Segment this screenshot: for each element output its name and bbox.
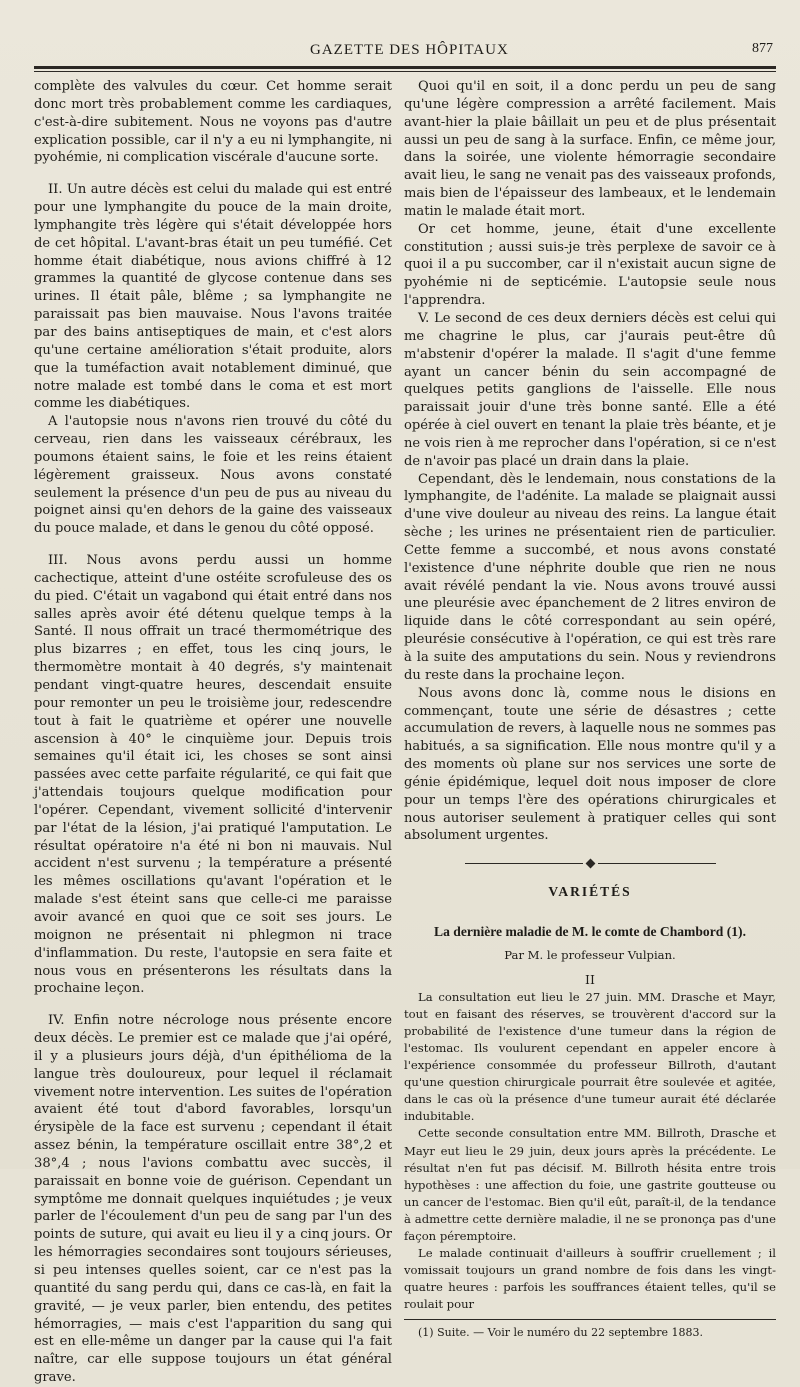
- article-title: La dernière maladie de M. le comte de Chambord (1).: [434, 924, 746, 940]
- footnote: (1) Suite. — Voir le numéro du 22 septembre 1883.: [418, 1326, 703, 1340]
- paragraph: Nous avons donc là, comme nous le disions en commençant, toute une série de désastres ; cette accumulation de revers, à laquelle nous ne sommes pas habitués, a sa signification. Elle nous montre qu'il y a des moments où plane sur nos services une sorte de génie épidémique, lequel doit nous imposer de clore pour un temps l'ère des opérations chirurgicales et nous autoriser seulement à pratiquer celles qui sont absolument urgentes.: [404, 685, 776, 844]
- article-body: [404, 989, 776, 1314]
- paragraph: III. Nous avons perdu aussi un homme cachectique, atteint d'une ostéite scrofuleuse des os du pied. C'était un vagabond qui était entré dans nos salles après avoir été détenu quelque temps à la Santé. Il nous offrait un tracé thermométrique des plus bizarres ; en effet, tous les cinq jours, le thermomètre montait à 40 degrés, s'y maintenait pendant vingt-quatre heures, descendait ensuite pour remonter un peu le troisième jour, redescendre tout à fait le quatrième et opérer une nouvelle ascension à 40° le cinquième jour. Depuis trois semaines qu'il était ici, les choses se sont ainsi passées avec cette parfaite régularité, ce qui fait que j'attendais toujours quelque modification pour l'opérer. Cependant, vivement sollicité d'intervenir par l'état de la lésion, j'ai pratiqué l'amputation. Le résultat opératoire n'a été ni bon ni mauvais. Nul accident n'est survenu ; la température a présenté les mêmes oscillations qu'avant l'opération et le malade s'est éteint sans que celle-ci me paraisse avoir avancé en quoi que ce soit ses jours. Le moignon ne présentait ni phlegmon ni trace d'inflammation. Du reste, l'autopsie en sera faite et nous vous en présenterons les résultats dans la prochaine leçon.: [34, 553, 392, 997]
- page-number: 877: [752, 41, 773, 56]
- paragraph: Le malade continuait d'ailleurs à souffrir cruellement ; il vomissait toujours un grand nombre de fois dans les vingt-quatre heures : parfois les souffrances étaient telles, qu'il se roulait pour: [404, 1246, 776, 1312]
- article-part-number: II: [585, 971, 595, 987]
- paragraph: Cependant, dès le lendemain, nous constations de la lymphangite, de l'adénite. La malade se plaignait aussi d'une vive douleur au niveau des reins. La langue était sèche ; les urines ne présentaient rien de particulier. Cette femme a succombé, et nous avons constaté l'existence d'une néphrite double que rien ne nous avait révélé pendant la vie. Nous avons trouvé aussi une pleurésie avec épanchement de 2 litres environ de liquide dans le côté correspondant au sein opéré, pleurésie consécutive à l'opération, ce qui est très rare à la suite des amputations du sein. Nous y reviendrons du reste dans la prochaine leçon.: [404, 471, 776, 683]
- article-byline: Par M. le professeur Vulpian.: [504, 947, 676, 962]
- left-column: [34, 78, 392, 1387]
- header-rule-thin: [34, 71, 776, 72]
- paragraph: V. Le second de ces deux derniers décès est celui qui me chagrine le plus, car j'aurais peut-être dû m'abstenir d'opérer la malade. Il s'agit d'une femme ayant un cancer bénin du sein accompagné de quelques petits ganglions de l'aisselle. Elle nous paraissait jouir d'une très bonne santé. Elle a été opérée à ciel ouvert en tenant la plaie très béante, et je ne vois rien à me reprocher dans l'opération, si ce n'est de n'avoir pas placé un drain dans la plaie.: [404, 310, 776, 469]
- paragraph: La consultation eut lieu le 27 juin. MM. Drasche et Mayr, tout en faisant des réserves, se trouvèrent d'accord sur la probabilité de l'existence d'une tumeur dans la région de l'estomac. Ils voulurent cependant en appeler encore à l'expérience consommée du professeur Billroth, d'autant qu'une question chirurgicale pourrait être soulevée et agitée, dans le cas où la présence d'une tumeur aurait été déclarée indubitable.: [404, 989, 776, 1124]
- paragraph: Quoi qu'il en soit, il a donc perdu un peu de sang qu'une légère compression a arrêté facilement. Mais avant-hier la plaie bâillait un peu et de plus présentait aussi un peu de sang à la surface. Enfin, ce même jour, dans la soirée, une violente hémorragie secondaire avait lieu, le sang ne venait pas des vaisseaux profonds, mais bien de l'épaisseur des lambeaux, et le lendemain matin le malade était mort.: [404, 79, 776, 219]
- journal-title: GAZETTE DES HÔPITAUX: [310, 42, 509, 58]
- footnote-rule: [404, 1319, 776, 1320]
- paragraph: A l'autopsie nous n'avons rien trouvé du côté du cerveau, rien dans les vaisseaux cérébraux, les poumons étaient sains, le foie et les reins étaient légèrement graisseux. Nous avons constaté seulement la présence d'un peu de pus au niveau du poignet ainsi qu'en dehors de la gaine des vaisseaux du pouce malade, et dans le genou du côté opposé.: [34, 414, 392, 537]
- section-title: VARIÉTÉS: [548, 884, 632, 900]
- right-column: [404, 78, 776, 1342]
- paragraph: complète des valvules du cœur. Cet homme serait donc mort très probablement comme les cardiaques, c'est-à-dire subitement. Nous ne voyons pas d'autre explication possible, car il n'y a eu ni lymphangite, ni pyohémie, ni complication viscérale d'aucune sorte.: [34, 79, 392, 166]
- section-separator: [404, 853, 776, 873]
- header-rule-thick: [34, 66, 776, 69]
- paragraph: II. Un autre décès est celui du malade qui est entré pour une lymphangite du pouce de la main droite, lymphangite très légère qui s'était développée hors de cet hôpital. L'avant-bras était un peu tuméfié. Cet homme était diabétique, nous avions chiffré à 12 grammes la quantité de glycose contenue dans ses urines. Il était pâle, blême ; sa lymphangite ne paraissait pas bien mauvaise. Nous l'avons traitée par des bains antiseptiques de main, et c'est alors qu'une certaine amélioration s'était produite, alors que la tuméfaction avait notablement diminué, que notre malade est tombé dans le coma et est mort comme les diabétiques.: [34, 182, 392, 412]
- paragraph: Or cet homme, jeune, était d'une excellente constitution ; aussi suis-je très perplexe de savoir ce à quoi il a pu succomber, car il n'existait aucun signe de pyohémie ni de septicémie. L'autopsie seule nous l'apprendra.: [404, 221, 776, 309]
- paragraph: Cette seconde consultation entre MM. Billroth, Drasche et Mayr eut lieu le 29 juin, deux jours après la précédente. Le résultat n'en fut pas décisif. M. Billroth hésita entre trois hypothèses : une affection du foie, une gastrite goutteuse ou un cancer de l'estomac. Bien qu'il eût, paraît-il, de la tendance à admettre cette dernière maladie, il ne se prononça pas d'une façon péremptoire.: [404, 1126, 776, 1243]
- paragraph: IV. Enfin notre nécrologe nous présente encore deux décès. Le premier est ce malade que j'ai opéré, il y a plusieurs jours déjà, d'un épithélioma de la langue très douloureux, pour lequel il réclamait vivement notre intervention. Les suites de l'opération avaient été tout d'abord favorables, lorsqu'un érysipèle de la face est survenu ; cependant il était assez bénin, la température oscillait entre 38°,2 et 38°,4 ; nous l'avions combattu avec succès, il paraissait en bonne voie de guérison. Cependant un symptôme me donnait quelques inquiétudes ; je veux parler de l'écoulement d'un peu de sang par l'un des points de suture, qui avait eu lieu il y a cinq jours. Or les hémorragies secondaires sont toujours sérieuses, si peu intenses quelles soient, car ce n'est pas la quantité du sang perdu qui, dans ce cas-là, en fait la gravité, — je veux parler, bien entendu, des petites hémorragies, — mais c'est l'apparition du sang qui est en elle-même un danger par la cause qui l'a fait naître, car elle suppose toujours un état général grave.: [34, 1013, 392, 1386]
